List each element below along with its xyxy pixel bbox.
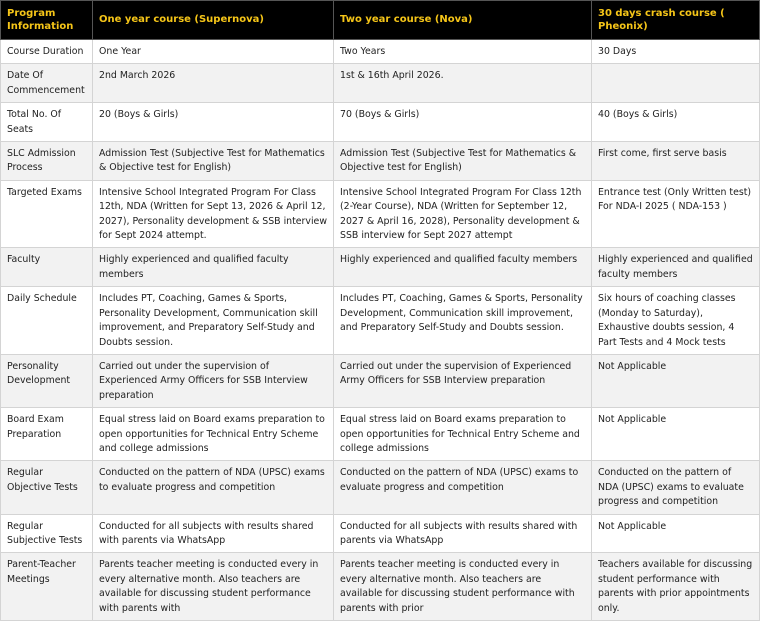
two-year-cell: Parents teacher meeting is conducted every in every alternative month. Also teachers are available for discussing student performance with parents with prior	[334, 553, 592, 621]
crash-course-cell	[592, 64, 760, 103]
one-year-cell: Intensive School Integrated Program For Class 12th, NDA (Written for Sept 13, 2026 & April 12, 2027), Personality development & SSB interview for Sept 2024 attempt.	[93, 180, 334, 248]
two-year-cell: Two Years	[334, 40, 592, 64]
one-year-cell: Highly experienced and qualified faculty members	[93, 248, 334, 287]
header-row	[1, 1, 760, 40]
header-one-year-course: One year course (Supernova)	[93, 1, 334, 40]
row-label: Regular Subjective Tests	[1, 514, 93, 553]
header-crash-course: 30 days crash course ( Pheonix)	[592, 1, 760, 40]
table-row	[1, 354, 760, 407]
crash-course-cell: Not Applicable	[592, 408, 760, 461]
one-year-cell: Admission Test (Subjective Test for Mathematics & Objective test for English)	[93, 142, 334, 181]
row-label: Course Duration	[1, 40, 93, 64]
two-year-cell: Carried out under the supervision of Experienced Army Officers for SSB Interview preparation	[334, 354, 592, 407]
crash-course-cell: Entrance test (Only Written test) For NDA-I 2025 ( NDA-153 )	[592, 180, 760, 248]
row-label: Targeted Exams	[1, 180, 93, 248]
two-year-cell: Admission Test (Subjective Test for Mathematics & Objective test for English)	[334, 142, 592, 181]
table-row	[1, 180, 760, 248]
one-year-cell: Carried out under the supervision of Experienced Army Officers for SSB Interview preparation	[93, 354, 334, 407]
crash-course-cell: Not Applicable	[592, 514, 760, 553]
crash-course-cell: Not Applicable	[592, 354, 760, 407]
table-body	[1, 40, 760, 621]
table-row	[1, 40, 760, 64]
row-label: Personality Development	[1, 354, 93, 407]
table-row	[1, 514, 760, 553]
one-year-cell: Equal stress laid on Board exams preparation to open opportunities for Technical Entry Scheme and college admissions	[93, 408, 334, 461]
one-year-cell: Conducted for all subjects with results shared with parents via WhatsApp	[93, 514, 334, 553]
crash-course-cell: 30 Days	[592, 40, 760, 64]
table-row	[1, 103, 760, 142]
table-row	[1, 248, 760, 287]
one-year-cell: One Year	[93, 40, 334, 64]
crash-course-cell: Teachers available for discussing student performance with parents with prior appointments only.	[592, 553, 760, 621]
two-year-cell: Highly experienced and qualified faculty members	[334, 248, 592, 287]
one-year-cell: 20 (Boys & Girls)	[93, 103, 334, 142]
row-label: Faculty	[1, 248, 93, 287]
one-year-cell: 2nd March 2026	[93, 64, 334, 103]
one-year-cell: Includes PT, Coaching, Games & Sports, Personality Development, Communication skill improvement, and Preparatory Self-Study and Doubts session.	[93, 287, 334, 355]
one-year-cell: Conducted on the pattern of NDA (UPSC) exams to evaluate progress and competition	[93, 461, 334, 514]
row-label: Parent-Teacher Meetings	[1, 553, 93, 621]
crash-course-cell: Six hours of coaching classes (Monday to Saturday), Exhaustive doubts session, 4 Part Tests and 4 Mock tests	[592, 287, 760, 355]
table-row	[1, 408, 760, 461]
row-label: Date Of Commencement	[1, 64, 93, 103]
two-year-cell: Conducted for all subjects with results shared with parents via WhatsApp	[334, 514, 592, 553]
crash-course-cell: Conducted on the pattern of NDA (UPSC) exams to evaluate progress and competition	[592, 461, 760, 514]
crash-course-cell: Highly experienced and qualified faculty members	[592, 248, 760, 287]
row-label: SLC Admission Process	[1, 142, 93, 181]
row-label: Daily Schedule	[1, 287, 93, 355]
table-header	[1, 1, 760, 40]
two-year-cell: 70 (Boys & Girls)	[334, 103, 592, 142]
table-row	[1, 461, 760, 514]
row-label: Regular Objective Tests	[1, 461, 93, 514]
header-two-year-course: Two year course (Nova)	[334, 1, 592, 40]
two-year-cell: Equal stress laid on Board exams preparation to open opportunities for Technical Entry Scheme and college admissions	[334, 408, 592, 461]
table-row	[1, 142, 760, 181]
row-label: Board Exam Preparation	[1, 408, 93, 461]
table-row	[1, 553, 760, 621]
crash-course-cell: First come, first serve basis	[592, 142, 760, 181]
header-program-information: Program Information	[1, 1, 93, 40]
one-year-cell: Parents teacher meeting is conducted every in every alternative month. Also teachers are available for discussing student performance with parents with	[93, 553, 334, 621]
table-row	[1, 64, 760, 103]
two-year-cell: Intensive School Integrated Program For Class 12th (2-Year Course), NDA (Written for September 12, 2027 & April 16, 2028), Personality development & SSB interview for Sept 2027 attempt	[334, 180, 592, 248]
two-year-cell: Includes PT, Coaching, Games & Sports, Personality Development, Communication skill improvement, and Preparatory Self-Study and Doubts session.	[334, 287, 592, 355]
row-label: Total No. Of Seats	[1, 103, 93, 142]
two-year-cell: Conducted on the pattern of NDA (UPSC) exams to evaluate progress and competition	[334, 461, 592, 514]
table-row	[1, 287, 760, 355]
crash-course-cell: 40 (Boys & Girls)	[592, 103, 760, 142]
two-year-cell: 1st & 16th April 2026.	[334, 64, 592, 103]
